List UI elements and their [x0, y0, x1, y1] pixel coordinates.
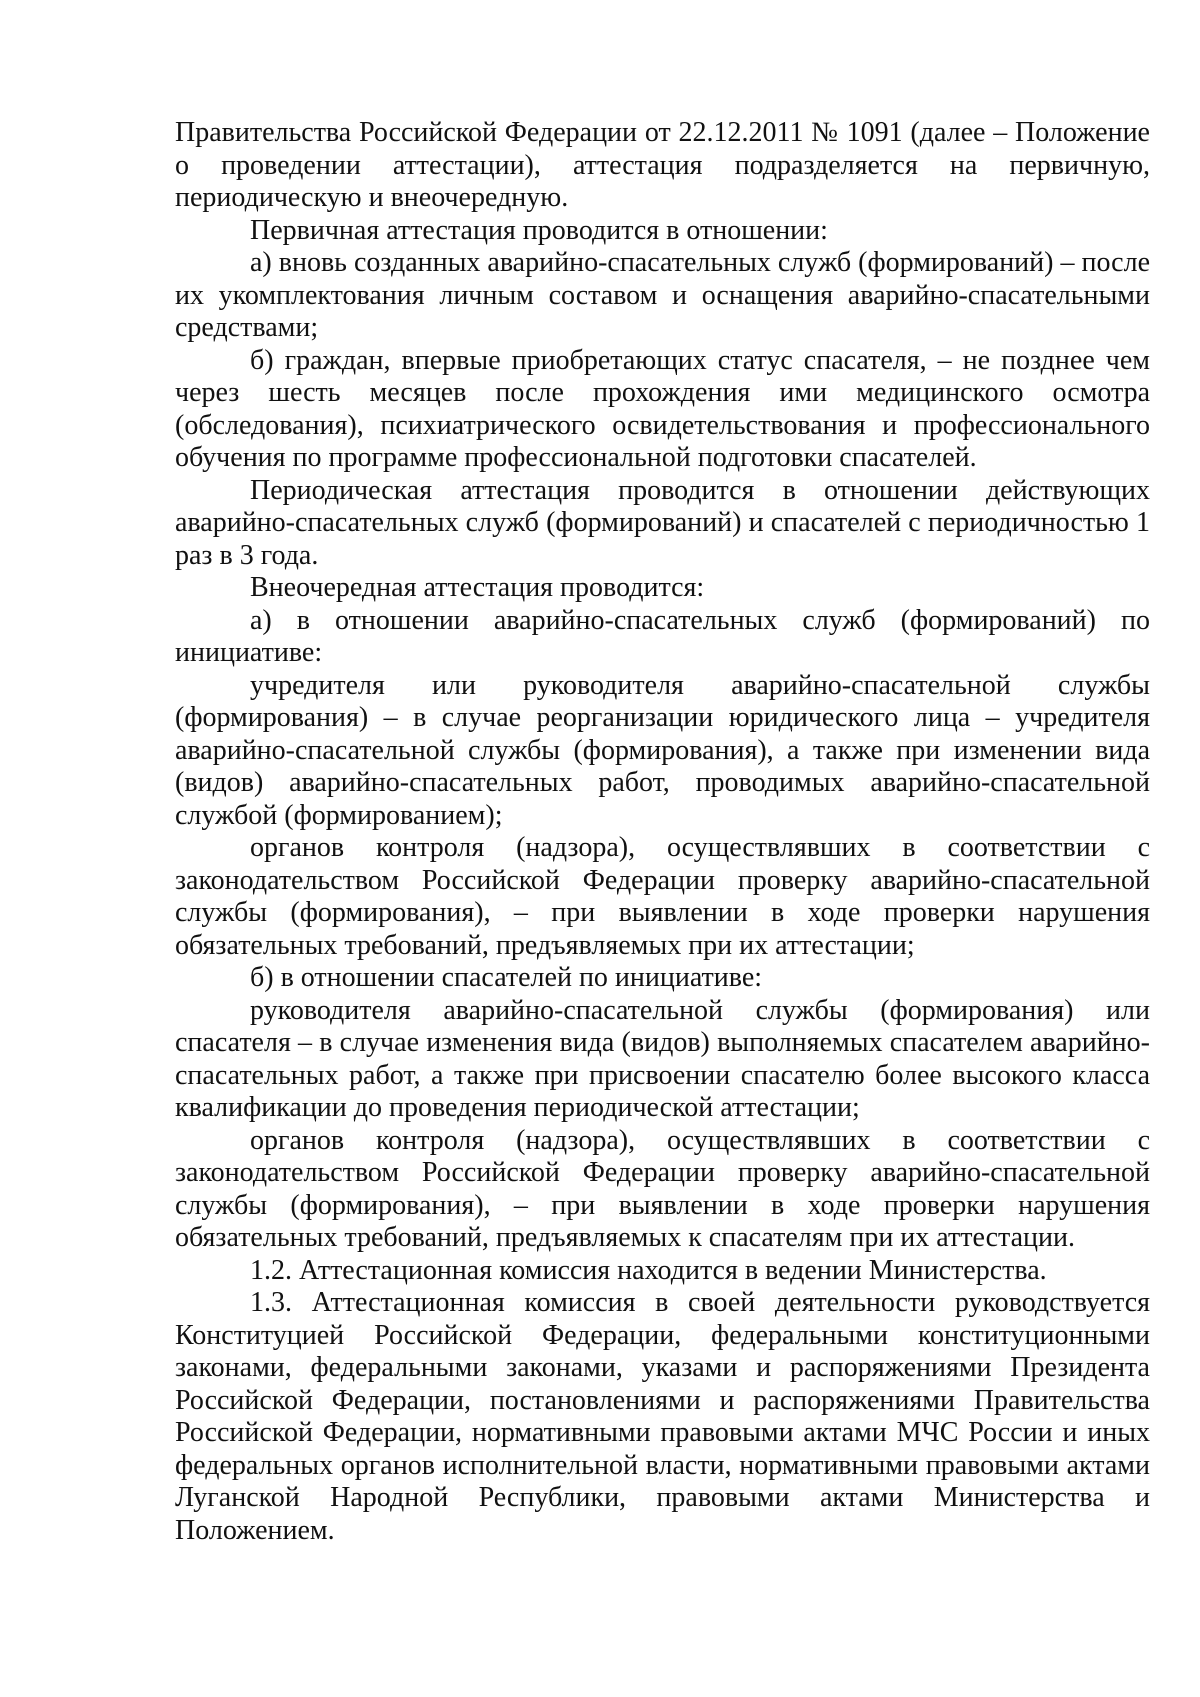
paragraph-primary-b: б) граждан, впервые приобретающих статус спасателя, – не позднее чем через шесть месяцев после прохождения ими медицинского осмотра (обследования), психиатрического освидетельствования и профессионального обучения по программе профессиональной подготовки спасателей. — [175, 344, 1150, 473]
paragraph-extraordinary-intro: Внеочередная аттестация проводится: — [250, 572, 705, 603]
paragraph-section-1-2: 1.2. Аттестационная комиссия находится в ведении Министерства. — [250, 1254, 1047, 1286]
paragraph-continuation: Правительства Российской Федерации от 22.12.2011 № 1091 (далее – Положение о проведении аттестации), аттестация подразделяется на первичную, периодическую и внеочередную. — [175, 117, 1150, 213]
paragraph-primary-a: а) вновь созданных аварийно-спасательных служб (формирований) – после их укомплектования личным составом и оснащения аварийно-спасательными средствами; — [175, 247, 1150, 343]
paragraph-extraordinary-b: б) в отношении спасателей по инициативе: — [250, 962, 763, 993]
paragraph-section-1-3: 1.3. Аттестационная комиссия в своей деятельности руководствуется Конституцией Российской Федерации, федеральными конституционными законами, федеральными законами, указами и распоряжениями Президента Российской Федерации, постановлениями и распоряжениями Правительства Российской Федерации, нормативными правовыми актами МЧС России и иных федеральных органов исполнительной власти, нормативными правовыми актами Луганской Народной Республики, правовыми актами Министерства и Положением. — [175, 1287, 1150, 1546]
paragraph-control-bodies-rescuers: органов контроля (надзора), осуществлявших в соответствии с законодательством Российской Федерации проверку аварийно-спасательной службы (формирования), – при выявлении в ходе проверки нарушения обязательных требований, предъявляемых к спасателям при их аттестации. — [175, 1124, 1150, 1253]
paragraph-head-initiative: руководителя аварийно-спасательной службы (формирования) или спасателя – в случае изменения вида (видов) выполняемых спасателем аварийно-спасательных работ, а также при присвоении спасателю более высокого класса квалификации до проведения периодической аттестации; — [175, 994, 1150, 1123]
paragraph-extraordinary-a: а) в отношении аварийно-спасательных служб (формирований) по инициативе: — [175, 604, 1150, 668]
paragraph-primary-attestation-intro: Первичная аттестация проводится в отношении: — [250, 214, 828, 246]
paragraph-founder-initiative: учредителя или руководителя аварийно-спасательной службы (формирования) – в случае реорганизации юридического лица – учредителя аварийно-спасательной службы (формирования), а также при изменении вида (видов) аварийно-спасательных работ, проводимых аварийно-спасательной службой (формированием); — [175, 669, 1150, 831]
paragraph-control-bodies-services: органов контроля (надзора), осуществлявших в соответствии с законодательством Российской Федерации проверку аварийно-спасательной службы (формирования), – при выявлении в ходе проверки нарушения обязательных требований, предъявляемых при их аттестации; — [175, 832, 1150, 961]
document-body — [175, 117, 1150, 1547]
paragraph-periodic-attestation: Периодическая аттестация проводится в отношении действующих аварийно-спасательных служб (формирований) и спасателей с периодичностью 1 раз в 3 года. — [175, 474, 1150, 571]
